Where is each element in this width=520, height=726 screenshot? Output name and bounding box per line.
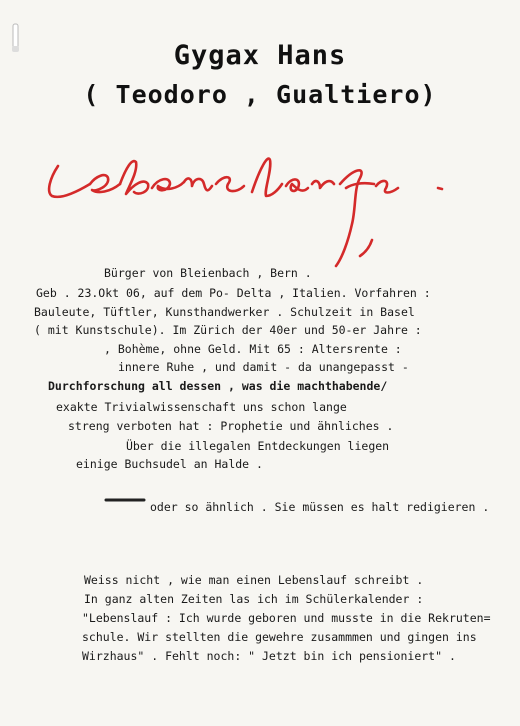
body-line: Bauleute, Tüftler, Kunsthandwerker . Schulzeit in Basel [34,305,415,319]
note-line: oder so ähnlich . Sie müssen es halt redigieren . [150,500,490,514]
body-line: streng verboten hat : Prophetie und ähnliches . [68,419,394,433]
closing-line: In ganz alten Zeiten las ich im Schülerkalender : [84,592,424,606]
handwritten-lebenslauf-signature [40,148,500,278]
closing-line: schule. Wir stellten die gewehre zusammmen und gingen ins [82,630,477,644]
body-line: , Bohème, ohne Geld. Mit 65 : Altersrente : [104,342,402,356]
body-line: Bürger von Bleienbach , Bern . [104,266,312,280]
body-line: ( mit Kunstschule). Im Zürich der 40er und 50-er Jahre : [34,323,422,337]
crossed-out-mark-icon [104,497,146,503]
body-line: exakte Trivialwissenschaft uns schon lange [56,400,347,414]
body-line: Durchforschung all dessen , was die machthabende/ [48,379,388,393]
closing-line: Weiss nicht , wie man einen Lebenslauf schreibt . [84,573,424,587]
closing-line: Wirzhaus" . Fehlt noch: " Jetzt bin ich pensioniert" . [82,649,456,663]
body-line: Geb . 23.Okt 06, auf dem Po- Delta , Italien. Vorfahren : [36,286,431,300]
alias-heading: ( Teodoro , Gualtiero) [83,80,437,109]
closing-line: "Lebenslauf : Ich wurde geboren und musste in die Rekruten= [82,611,491,625]
body-line: Über die illegalen Entdeckungen liegen [126,439,390,453]
body-line: innere Ruhe , und damit - da unangepasst - [118,360,409,374]
body-line: einige Buchsudel an Halde . [76,457,263,471]
name-heading: Gygax Hans [173,40,347,71]
